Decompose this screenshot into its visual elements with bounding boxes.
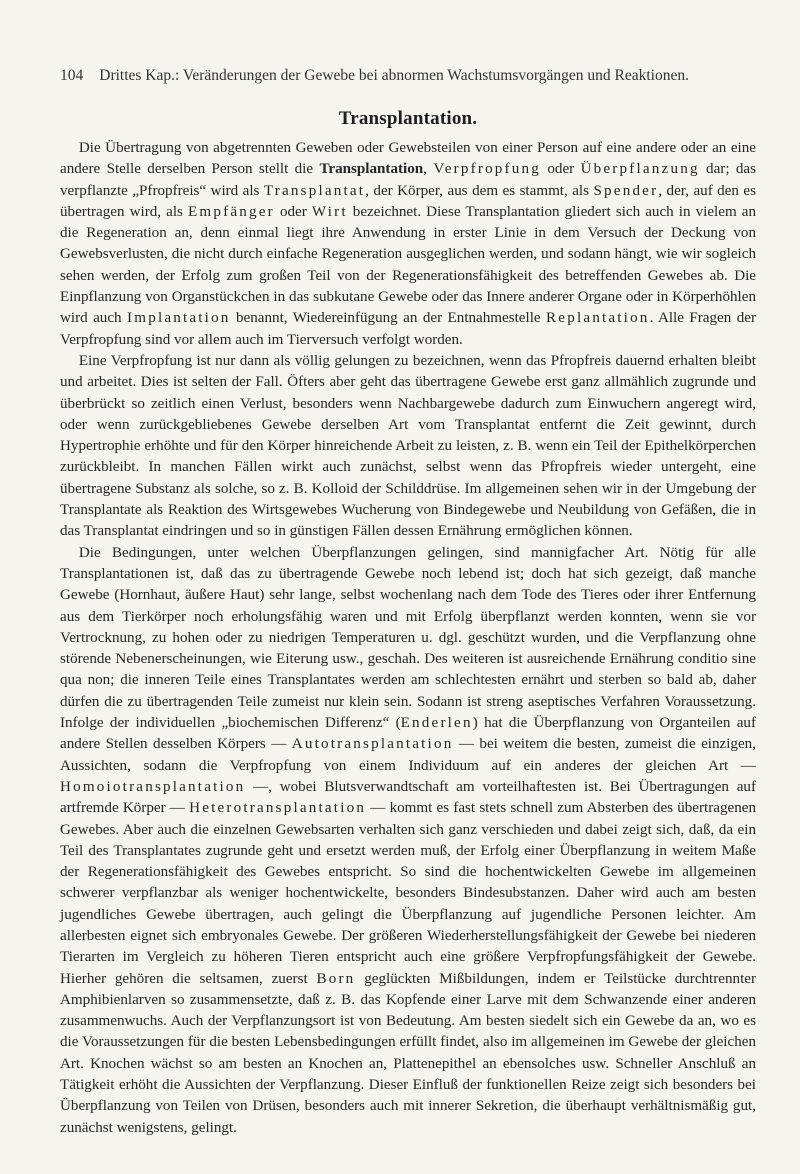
spaced-term: Autotransplantation [291,736,454,753]
spaced-term: Überpflanzung [580,161,700,178]
spaced-term: Wirt [311,203,348,220]
paragraph [60,138,756,351]
text-run: oder [541,161,581,178]
text-run: geglückten Mißbildungen, indem er Teilstücke durchtrennter Amphibienlarven so zusammensetzte, daß z. B. das Kopfende einer Larve mit dem Schwanzende einer anderen zusammenwuchs. Auch der Verpflanzungsort ist von Bedeutung. Am besten siedelt sich ein Gewebe da an, wo es die Voraussetzungen für die besten Lebensbedingungen erfüllt findet, also im allgemeinen im Gewebe der gleichen Art. Knochen wächst so am besten an Knochen an, Plattenepithel an ebensolches usw. Schneller Anschluß an Tätigkeit erhöht die Aussichten der Verpflanzung. Dieser Einfluß der funktionellen Reize zeigt sich besonders bei Überpflanzung von Teilen von Drüsen, besonders auch mit innerer Sekretion, die überhaupt verhältnismäßig gut, zunächst wenigstens, gelingt. [60,970,756,1136]
body-text [60,138,756,1139]
text-run: —, wobei Blutsverwandtschaft am vorteilhaftesten ist. Bei Übertragungen auf artfremde Körper — [60,778,756,817]
text-run: Die Übertragung von abgetrennten Geweben oder Gewebsteilen von einer Person auf eine andere oder an eine andere Stelle derselben Person stellt die [60,140,756,178]
bold-term: Transplantation [319,161,424,178]
running-header [60,66,756,86]
text-run: dar; das verpflanzte „Pfropfreis“ wird als [60,161,756,199]
text-run: . Alle Fragen der Verpfropfung sind vor allem auch im Tierversuch verfolgt worden. [60,310,756,348]
paragraph [60,351,756,543]
text-run: benannt, Wiedereinfügung an der Entnahmestelle [230,310,547,327]
text-run: Eine Verpfropfung ist nur dann als völlig gelungen zu bezeichnen, wenn das Pfropfreis dauernd erhalten bleibt und arbeitet. Dies ist selten der Fall. Öfters aber geht das übertragene Gewebe erst ganz allmählich zugrunde und überbrückt so zeitlich einen Verlust, besonders wenn Nachbargewebe dadurch zum Einwuchern angeregt wird, oder wenn zurückgebliebenes Gewebe derselben Art vom Transplantat entfernt die Zeit gewinnt, durch Hypertrophie erhöhte und für den Körper hinreichende Arbeit zu leisten, z. B. wenn ein Teil der Epithelkörperchen zurückbleibt. In manchen Fällen wirkt auch zunächst, selbst wenn das Pfropfreis wieder untergeht, eine übertragene Substanz als solche, so z. B. Kolloid der Schilddrüse. Im allgemeinen sehen wir in der Umgebung der Transplantate als Reaktion des Wirtsgewebes Wucherung von Bindegewebe und Neubildung von Gefäßen, die in das Transplantat eindringen und so in günstigen Fällen dessen Ernährung ermöglichen können. [60,352,756,540]
spaced-term: Spender [593,182,659,199]
spaced-term: Heterotransplantation [189,800,367,817]
text-run: , der, auf den es übertragen wird, als [60,182,756,220]
text-run: , [423,161,434,178]
text-run: bezeichnet. Diese Transplantation gliedert sich auch in vielem an die Regeneration an, denn einmal liegt ihre Anwendung in erster Linie in dem Versuch der Deckung von Gewebsverlusten, die nicht durch einfache Regeneration ausgeglichen werden, und sodann hängt, wie wir sogleich sehen werden, der Erfolg zum großen Teil von der Regenerationsfähigkeit des betreffenden Gewebes ab. Die Einpflanzung von Organstückchen in das subkutane Gewebe oder das Innere anderer Organe oder in Körperhöhlen wird auch [60,203,757,327]
section-title: Transplantation. [338,108,478,129]
spaced-term: Homoiotransplantation [60,778,246,795]
text-run: Die Bedingungen, unter welchen Überpflanzungen gelingen, sind mannigfacher Art. Nötig für alle Transplantationen ist, daß das zu übertragende Gewebe noch lebend ist; doch hat sich gezeigt, daß manche Gewebe (Hornhaut, äußere Haut) sehr lange, selbst wochenlang nach dem Tode des Tieres oder ihrer Entfernung aus dem Tierkörper noch erholungsfähig waren und mit Erfolg überpflanzt werden konnten, wenn sie vor Vertrocknung, zu hohen oder zu niedrigen Temperaturen u. dgl. geschützt wurden, und die Verpflanzung ohne störende Nebenerscheinungen, wie Eiterung usw., geschah. Des weiteren ist ausreichende Ernährung conditio sine qua non; die inneren Teile eines Transplantates werden am schlechtesten ernährt und sterben so bald ab, daher dürfen die zu übertragenden Teile zumeist nur klein sein. Sodann ist streng aseptisches Verfahren Voraussetzung. Infolge der individuellen „biochemischen Differenz“ ( [60,544,756,732]
text-run: — kommt es fast stets schnell zum Absterben des übertragenen Gewebes. Aber auch die einzelnen Gewebsarten verhalten sich ganz verschieden und dabei zeigt sich, daß, da ein Teil des Transplantates zugrunde geht und ersetzt werden muß, der Erfolg einer Überpflanzung in weitem Maße der Regenerationsfähigkeit des Gewebes entspricht. So sind die hochentwickelten Gewebe im allgemeinen schwerer verpflanzbar als weniger hochentwickelte, besonders Bindesubstanzen. Daher wird auch am besten jugendliches Gewebe übertragen, auch gelingt die Überpflanzung auf jugendliche Personen leichter. Am allerbesten eignet sich embryonales Gewebe. Der größeren Wiederherstellungsfähigkeit der Gewebe bei niederen Tierarten im Vergleich zu höheren Tieren entspricht auch eine größere Verpfropfungsfähigkeit der Gewebe. Hierher gehören die seltsamen, zuerst [60,800,756,987]
text-run: — bei weitem die besten, zumeist die einzigen, Aussichten, sodann die Verpfropfung von einem Individuum auf ein anderes der gleichen Art — [60,736,756,774]
running-title: Drittes Kap.: Veränderungen der Gewebe bei abnormen Wachstumsvorgängen und Reaktionen. [99,67,689,84]
text-run: , der Körper, aus dem es stammt, als [365,182,594,199]
spaced-term: Implantation [127,310,231,327]
spaced-term: Enderlen [400,715,473,732]
spaced-term: Transplantat [263,182,366,199]
page-number: 104 [60,67,84,84]
spaced-term: Empfänger [188,203,275,220]
paragraph [60,543,756,1139]
spaced-term: Born [316,970,356,987]
spaced-term: Replantation [546,310,650,327]
spaced-term: Verpfropfung [433,161,542,178]
text-run: oder [274,203,312,220]
text-run: ) hat die Überpflanzung von Organteilen auf andere Stellen desselben Körpers — [60,715,756,753]
